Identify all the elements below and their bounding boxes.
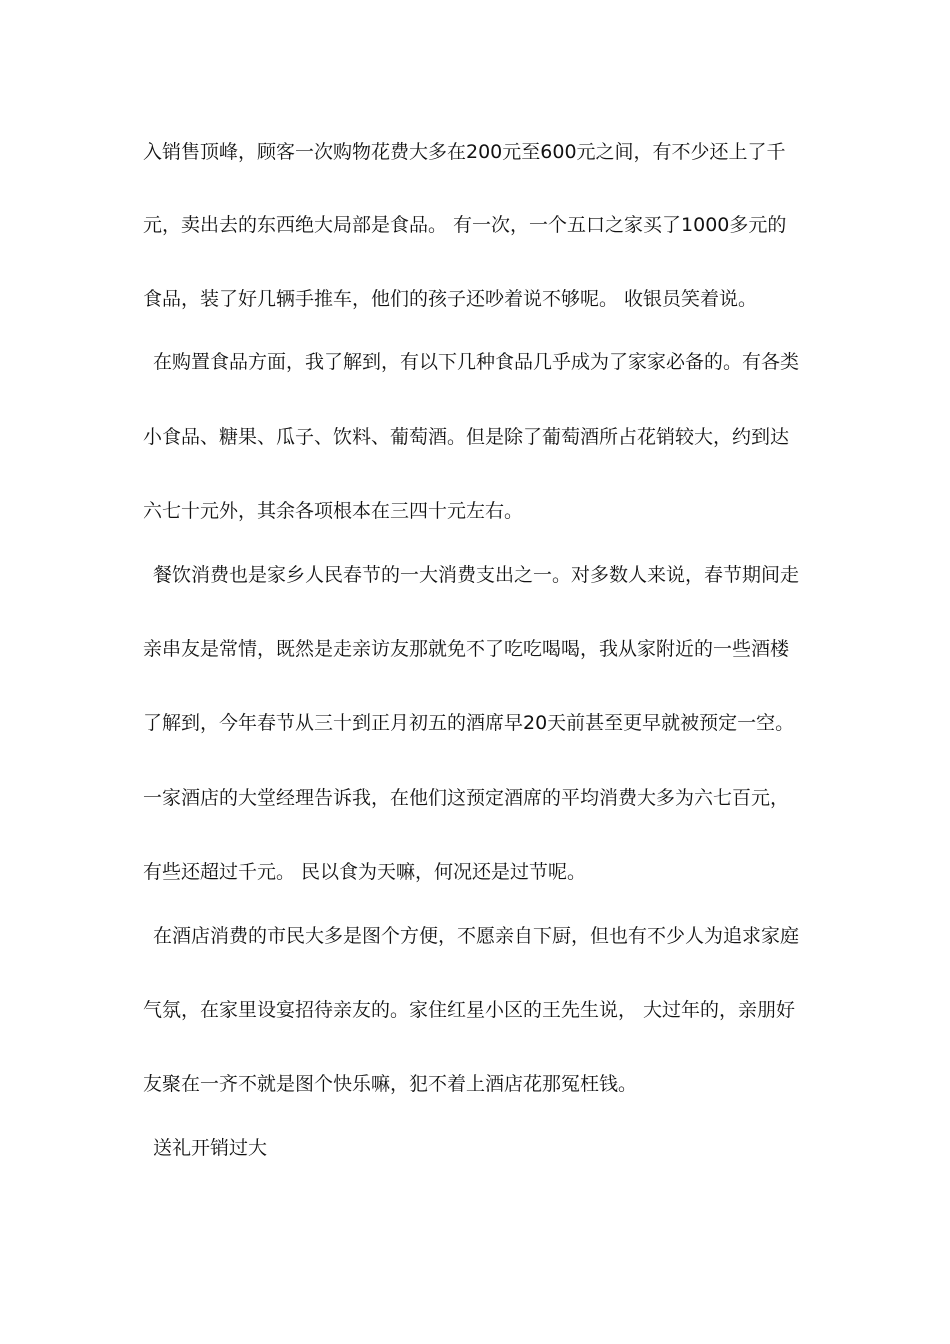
text-line-13: 气氛，在家里设宴招待亲友的。家住红星小区的王先生说， 大过年的，亲朋好 — [143, 999, 796, 1021]
text-line-10: 一家酒店的大堂经理告诉我，在他们这预定酒席的平均消费大多为六七百元， — [143, 787, 790, 809]
text-line-6: 六七十元外，其余各项根本在三四十元左右。 — [143, 500, 524, 522]
text-line-2: 元，卖出去的东西绝大局部是食品。 有一次，一个五口之家买了1000多元的 — [143, 214, 787, 236]
text-line-5: 小食品、糖果、瓜子、饮料、葡萄酒。但是除了葡萄酒所占花销较大，约到达 — [143, 426, 790, 448]
text-line-3: 食品，装了好几辆手推车，他们的孩子还吵着说不够呢。 收银员笑着说。 — [143, 288, 758, 310]
text-line-1: 入销售顶峰，顾客一次购物花费大多在200元至600元之间，有不少还上了千 — [143, 141, 786, 163]
paragraph-start-hotel: 在酒店消费的市民大多是图个方便，不愿亲自下厨，但也有不少人为追求家庭 — [153, 925, 800, 947]
text-line-9: 了解到，今年春节从三十到正月初五的酒席早20天前甚至更早就被预定一空。 — [143, 712, 795, 734]
text-line-14: 友聚在一齐不就是图个快乐嘛，犯不着上酒店花那冤枉钱。 — [143, 1073, 638, 1095]
paragraph-start-dining: 餐饮消费也是家乡人民春节的一大消费支出之一。对多数人来说，春节期间走 — [153, 564, 800, 586]
paragraph-start-purchasing-food: 在购置食品方面，我了解到，有以下几种食品几乎成为了家家必备的。有各类 — [153, 351, 800, 373]
text-line-8: 亲串友是常情，既然是走亲访友那就免不了吃吃喝喝，我从家附近的一些酒楼 — [143, 638, 790, 660]
section-heading-gifts: 送礼开销过大 — [153, 1137, 268, 1159]
text-line-11: 有些还超过千元。 民以食为天嘛，何况还是过节呢。 — [143, 861, 587, 883]
